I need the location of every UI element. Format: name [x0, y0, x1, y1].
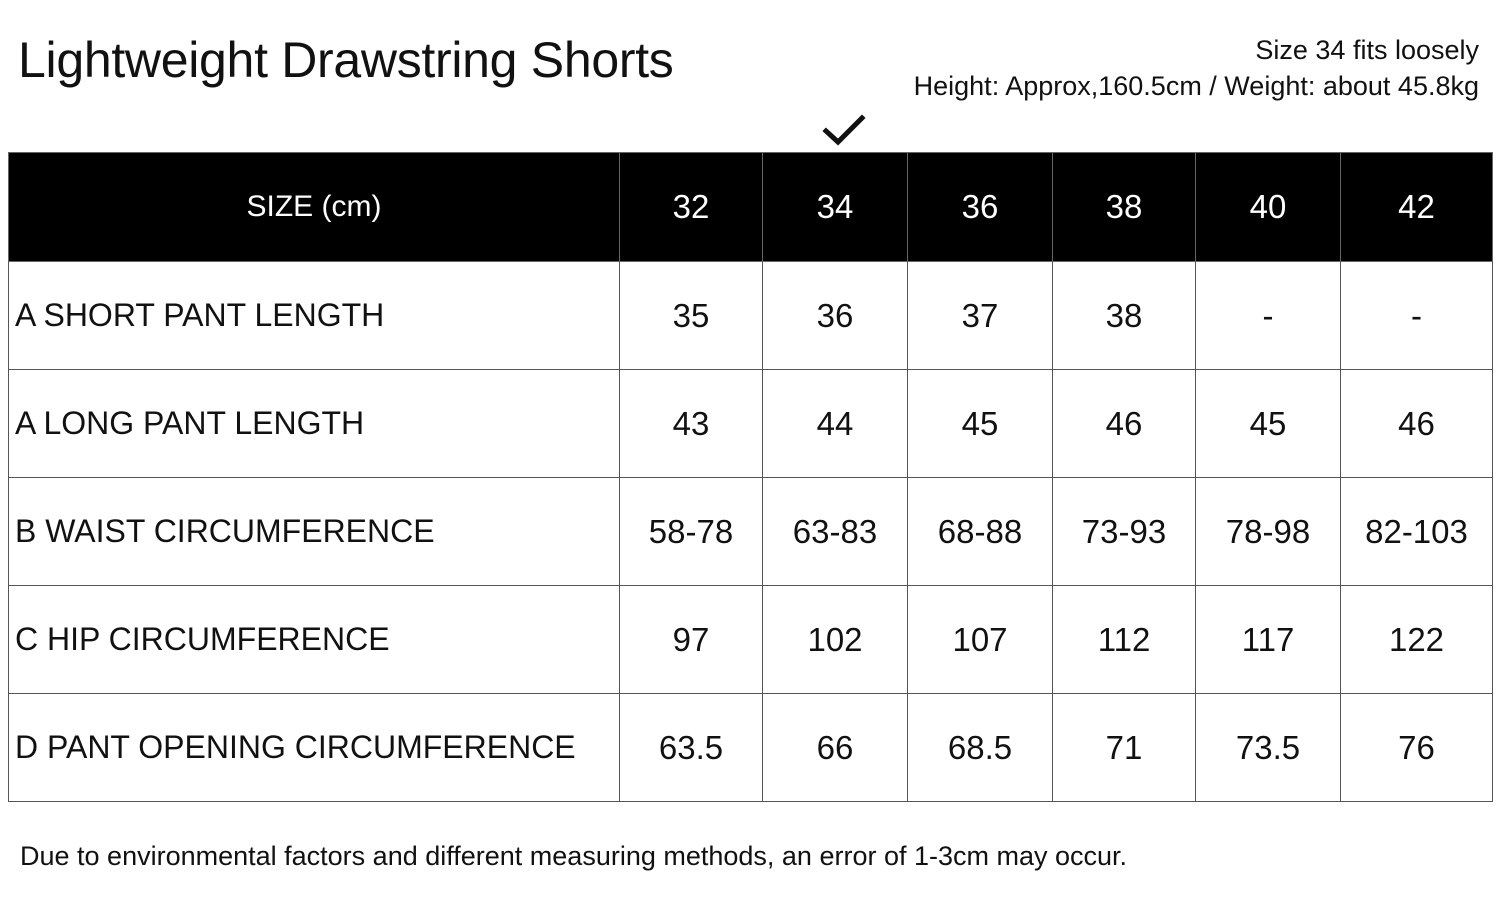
table-row — [9, 370, 1493, 478]
size-column-header: 36 — [908, 153, 1053, 262]
row-label: C HIP CIRCUMFERENCE — [9, 586, 620, 694]
table-cell: 35 — [620, 262, 763, 370]
table-cell: 46 — [1053, 370, 1196, 478]
table-cell: 107 — [908, 586, 1053, 694]
table-cell: 37 — [908, 262, 1053, 370]
size-column-header: 38 — [1053, 153, 1196, 262]
table-cell: 76 — [1341, 694, 1493, 802]
model-fit-info — [914, 32, 1479, 104]
page-title: Lightweight Drawstring Shorts — [18, 32, 674, 88]
table-cell: 122 — [1341, 586, 1493, 694]
table-cell: 66 — [763, 694, 908, 802]
table-cell: 73-93 — [1053, 478, 1196, 586]
table-cell: - — [1196, 262, 1341, 370]
table-cell: - — [1341, 262, 1493, 370]
model-measurements: Height: Approx,160.5cm / Weight: about 45.8kg — [913, 71, 1479, 101]
table-cell: 68.5 — [908, 694, 1053, 802]
table-cell: 45 — [1196, 370, 1341, 478]
row-label: A SHORT PANT LENGTH — [9, 262, 620, 370]
table-cell: 45 — [908, 370, 1053, 478]
table-cell: 73.5 — [1196, 694, 1341, 802]
table-cell: 58-78 — [620, 478, 763, 586]
size-chart-table — [8, 152, 1493, 802]
size-column-header: 40 — [1196, 153, 1341, 262]
table-row — [9, 262, 1493, 370]
table-cell: 38 — [1053, 262, 1196, 370]
table-cell: 102 — [763, 586, 908, 694]
table-cell: 97 — [620, 586, 763, 694]
table-cell: 71 — [1053, 694, 1196, 802]
header-size-label: SIZE (cm) — [9, 153, 620, 262]
table-cell: 82-103 — [1341, 478, 1493, 586]
table-cell: 46 — [1341, 370, 1493, 478]
size-column-header: 42 — [1341, 153, 1493, 262]
table-cell: 68-88 — [908, 478, 1053, 586]
row-label: D PANT OPENING CIRCUMFERENCE — [9, 694, 620, 802]
table-cell: 112 — [1053, 586, 1196, 694]
table-row — [9, 586, 1493, 694]
size-column-header: 32 — [620, 153, 763, 262]
table-row — [9, 694, 1493, 802]
check-icon — [822, 113, 866, 149]
size-column-header: 34 — [763, 153, 908, 262]
measurement-disclaimer: Due to environmental factors and different measuring methods, an error of 1-3cm may occur. — [20, 841, 1128, 871]
table-row — [9, 478, 1493, 586]
table-cell: 36 — [763, 262, 908, 370]
row-label: A LONG PANT LENGTH — [9, 370, 620, 478]
row-label: B WAIST CIRCUMFERENCE — [9, 478, 620, 586]
table-cell: 63.5 — [620, 694, 763, 802]
table-cell: 43 — [620, 370, 763, 478]
table-header-row — [9, 153, 1493, 262]
table-cell: 63-83 — [763, 478, 908, 586]
table-cell: 78-98 — [1196, 478, 1341, 586]
model-fit-note: Size 34 fits loosely — [1255, 35, 1479, 65]
table-cell: 117 — [1196, 586, 1341, 694]
table-cell: 44 — [763, 370, 908, 478]
